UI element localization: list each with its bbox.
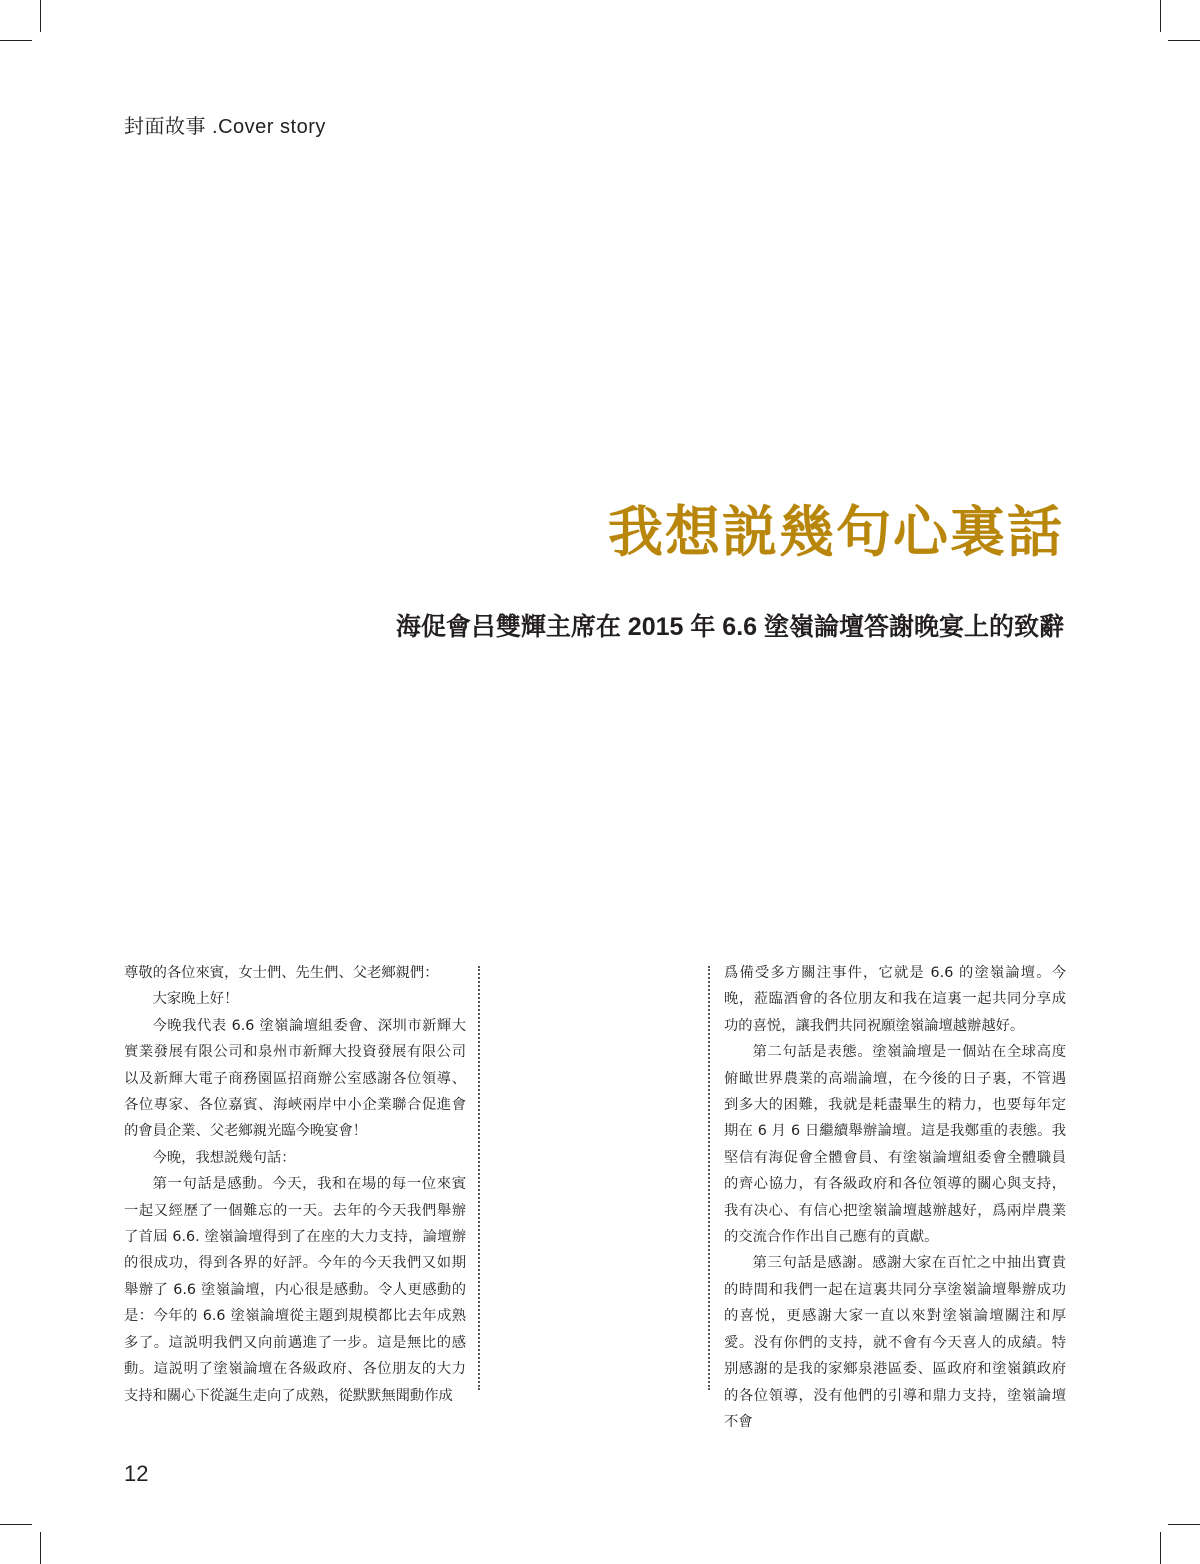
crop-mark-top-left-vertical — [40, 0, 41, 32]
article-subtitle: 海促會吕雙輝主席在 2015 年 6.6 塗嶺論壇答謝晚宴上的致辭 — [395, 613, 1064, 641]
paragraph: 尊敬的各位來賓，女士們、先生們、父老鄉親們： — [124, 965, 439, 981]
section-label: 封面故事 .Cover story — [124, 116, 326, 138]
crop-mark-bottom-left-horizontal — [0, 1524, 32, 1525]
article-title: 我想説幾句心裏話 — [607, 500, 1064, 564]
paragraph: 第三句話是感謝。感謝大家在百忙之中抽出寶貴的時間和我們一起在這裏共同分享塗嶺論壇舉辦成功的喜悦，更感謝大家一直以來對塗嶺論壇關注和厚愛。没有你們的支持，就不會有今天喜人的成績。特别感謝的是我的家鄉泉港區委、區政府和塗嶺鎮政府的各位領導，没有他們的引導和鼎力支持，塗嶺論壇不會 — [724, 1255, 1066, 1430]
column-divider-left — [478, 966, 480, 1390]
crop-mark-top-right-horizontal — [1168, 40, 1200, 41]
paragraph: 爲備受多方關注事件，它就是 6.6 的塗嶺論壇。今晚，蒞臨酒會的各位朋友和我在這裏一起共同分享成功的喜悦，讓我們共同祝願塗嶺論壇越辦越好。 — [724, 965, 1066, 1034]
paragraph: 大家晚上好！ — [152, 991, 239, 1008]
paragraph: 今晚我代表 6.6 塗嶺論壇組委會、深圳市新輝大實業發展有限公司和泉州市新輝大投資發展有限公司以及新輝大電子商務園區招商辦公室感謝各位領導、各位專家、各位嘉賓、海峽兩岸中小企業聯合促進會的會員企業、父老鄉親光臨今晚宴會！ — [124, 1017, 466, 1140]
paragraph: 第一句話是感動。今天，我和在場的每一位來賓一起又經歷了一個難忘的一天。去年的今天我們舉辦了首屆 6.6. 塗嶺論壇得到了在座的大力支持，論壇辦的很成功，得到各界的好評。今年的今天我們又如期舉辦了 6.6 塗嶺論壇，内心很是感動。令人更感動的是：今年的 6.6 塗嶺論壇從主題到規模都比去年成熟多了。這説明我們又向前邁進了一步。這是無比的感動。這説明了塗嶺論壇在各級政府、各位朋友的大力支持和關心下從誕生走向了成熟，從默默無聞動作成 — [124, 1176, 466, 1404]
left-text-column — [124, 960, 466, 1409]
column-divider-right — [708, 966, 710, 1390]
paragraph: 今晚，我想説幾句話： — [152, 1149, 296, 1166]
page-number: 12 — [124, 1461, 149, 1486]
crop-mark-top-right-vertical — [1160, 0, 1161, 32]
crop-mark-top-left-horizontal — [0, 40, 32, 41]
paragraph: 第二句話是表態。塗嶺論壇是一個站在全球高度俯瞰世界農業的高端論壇，在今後的日子裏，不管遇到多大的困難，我就是耗盡畢生的精力，也要每年定期在 6 月 6 日繼續舉辦論壇。這是我鄭重的表態。我堅信有海促會全體會員、有塗嶺論壇組委會全體職員的齊心協力，有各級政府和各位領導的關心與支持，我有决心、有信心把塗嶺論壇越辦越好，爲兩岸農業的交流合作作出自己應有的貢獻。 — [724, 1044, 1066, 1246]
crop-mark-bottom-right-horizontal — [1168, 1524, 1200, 1525]
crop-mark-bottom-left-vertical — [40, 1532, 41, 1564]
crop-mark-bottom-right-vertical — [1160, 1532, 1161, 1564]
right-text-column — [724, 960, 1066, 1435]
